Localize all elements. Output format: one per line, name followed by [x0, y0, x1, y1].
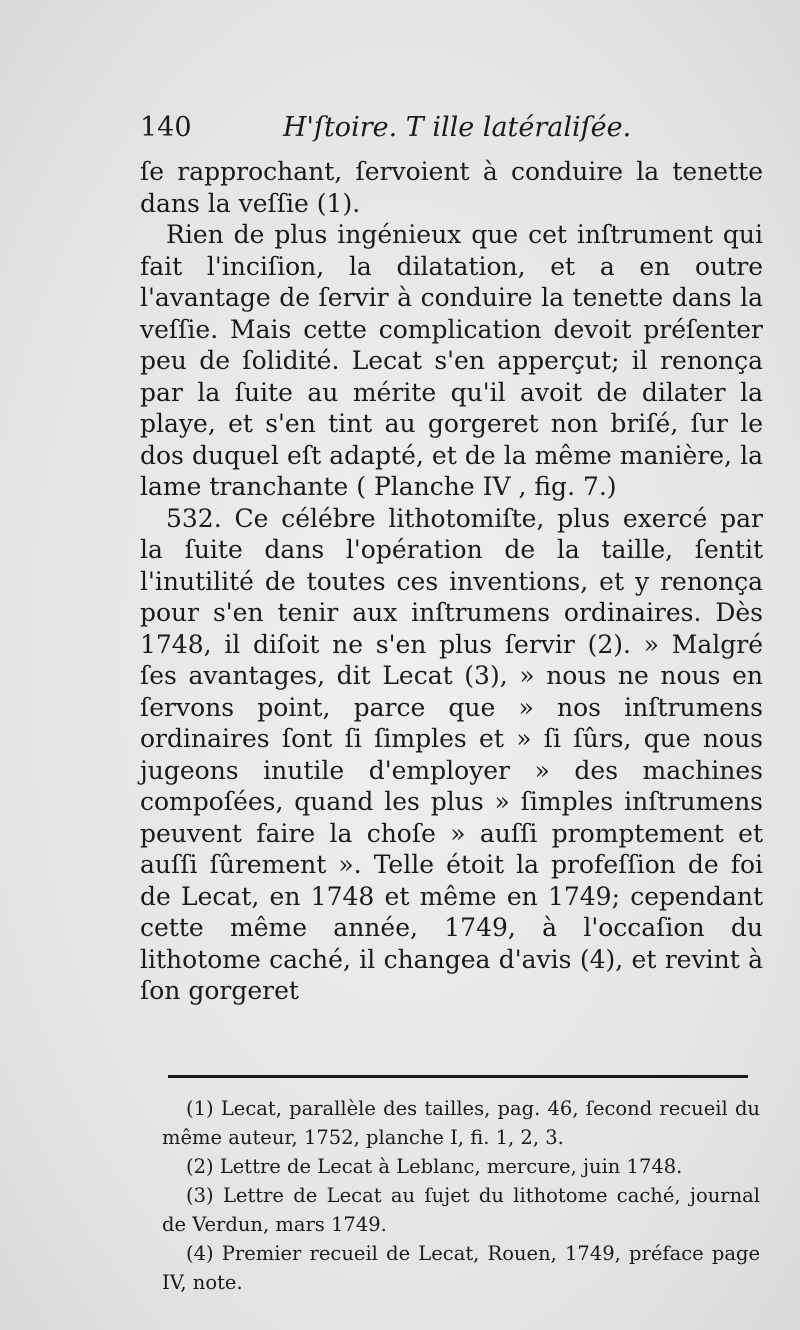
footnotes — [162, 1094, 760, 1297]
paragraph-3: 532. Ce célébre lithotomiſte, plus exercé par la ſuite dans l'opération de la taille, ſentit l'inutilité de toutes ces inventions, et y renonça pour s'en tenir aux inſtrumens ordinaires. Dès 1748, il diſoit ne s'en plus ſervir (2). » Malgré ſes avantages, dit Lecat (3), » nous ne nous en ſervons point, parce que » nos inſtrumens ordinaires ſont ſi ſimples et » ſi ſûrs, que nous jugeons inutile d'employer » des machines compoſées, quand les plus » ſimples inſtrumens peuvent faire la choſe » auſſi promptement et auſſi ſûrement ». Telle étoit la profeſſion de foi de Lecat, en 1748 et même en 1749; cependant cette même année, 1749, à l'occaſion du lithotome caché, il changea d'avis (4), et revint à ſon gorgeret — [140, 503, 763, 1005]
running-title: H'ſtoire. T ille latéraliſée. — [283, 112, 632, 143]
footnote-rule — [168, 1075, 748, 1078]
footnote-2: (2) Lettre de Lecat à Leblanc, mercure, juin 1748. — [186, 1155, 683, 1178]
footnote-3: (3) Lettre de Lecat au ſujet du lithotome caché, journal de Verdun, mars 1749. — [162, 1184, 760, 1236]
footnote-1: (1) Lecat, parallèle des tailles, pag. 46, ſecond recueil du même auteur, 1752, planche I, fi. 1, 2, 3. — [162, 1097, 760, 1149]
page-number: 140 — [140, 112, 192, 143]
paragraph-2: Rien de plus ingénieux que cet inſtrument qui fait l'inciſion, la dilatation, et a en outre l'avantage de ſervir à conduire la tenette dans la veſſie. Mais cette complication devoit préſenter peu de ſolidité. Lecat s'en apperçut; il renonça par la ſuite au mérite qu'il avoit de dilater la playe, et s'en tint au gorgeret non briſé, ſur le dos duquel eſt adapté, et de la même manière, la lame tranchante ( Planche IV , fig. 7.) — [140, 220, 763, 501]
paragraph-1: ſe rapprochant, ſervoient à conduire la tenette dans la veſſie (1). — [140, 157, 763, 218]
page-header — [140, 112, 760, 152]
body-text — [140, 156, 763, 1007]
footnote-4: (4) Premier recueil de Lecat, Rouen, 1749, préface page IV, note. — [162, 1242, 760, 1294]
